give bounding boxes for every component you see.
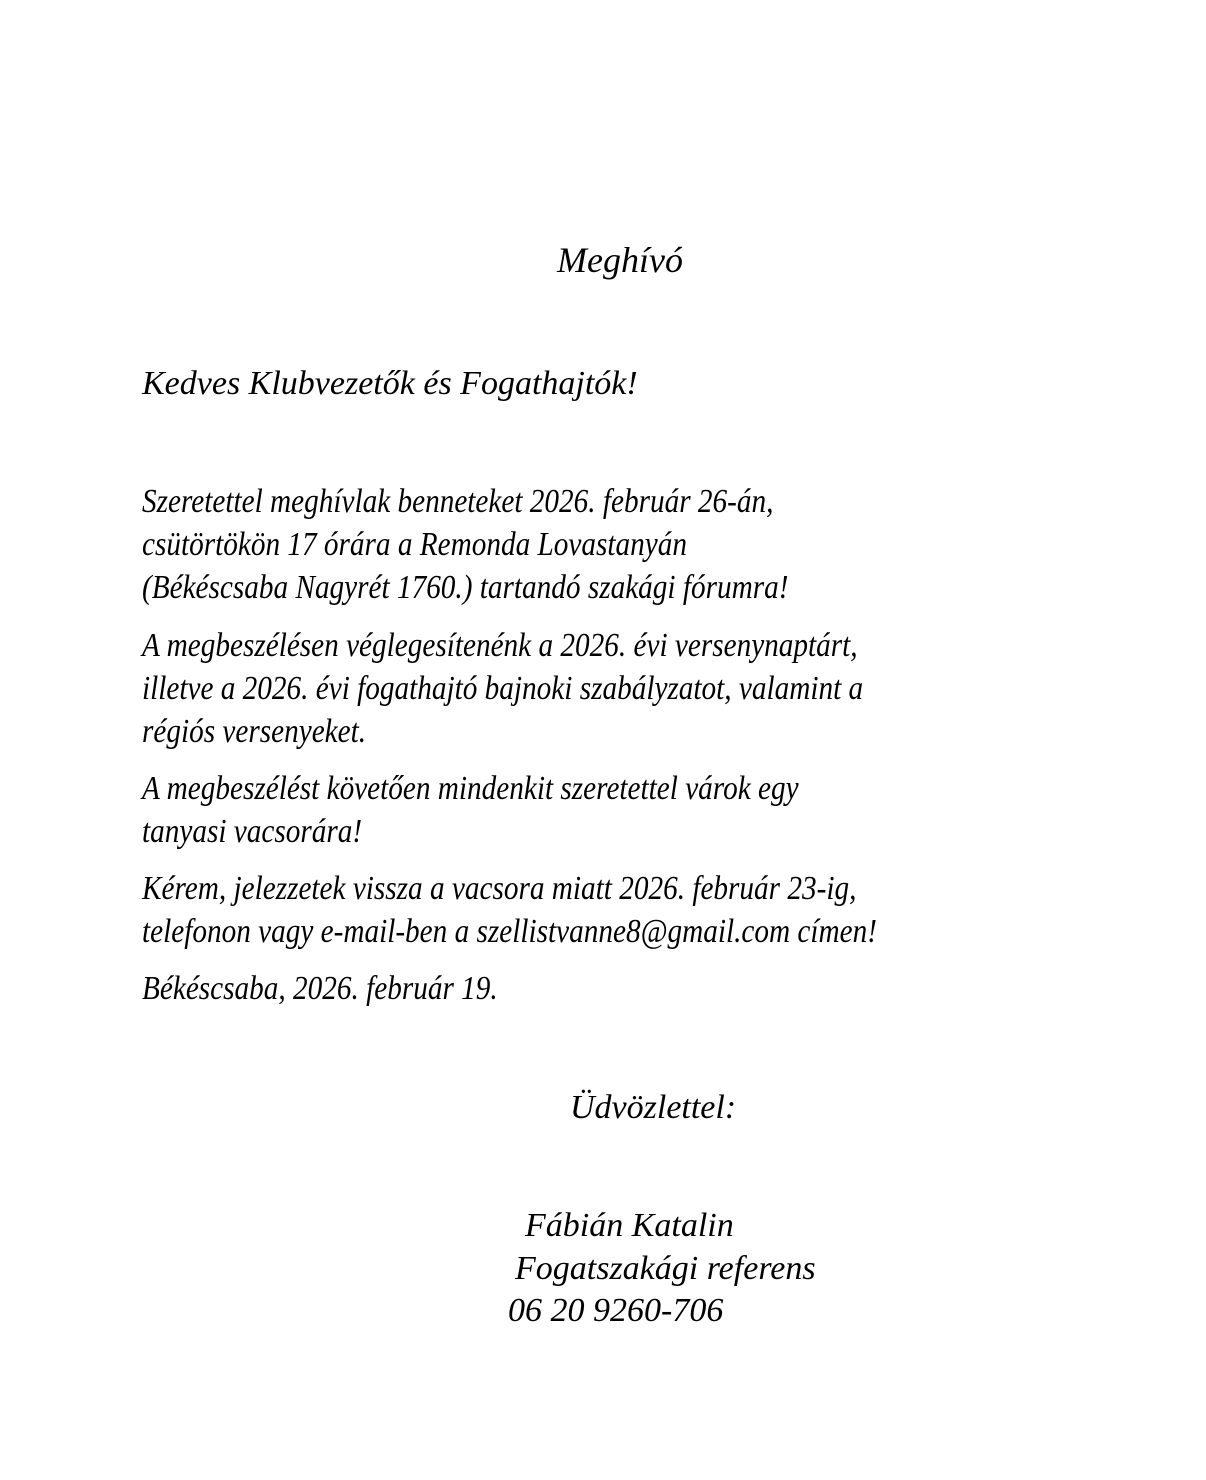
signature-name: Fábián Katalin (525, 1207, 734, 1244)
paragraph-rsvp (142, 867, 877, 953)
paragraph-line: (Békéscsaba Nagyrét 1760.) tartandó szakági fórumra! (142, 569, 789, 606)
paragraph-line: régiós versenyeket. (142, 713, 367, 750)
closing-salutation: Üdvözlettel: (570, 1089, 737, 1126)
paragraph-line: Szeretettel meghívlak benneteket 2026. február 26-án, (142, 483, 774, 520)
paragraph-invitation (142, 480, 788, 609)
document-title: Meghívó (557, 240, 683, 280)
paragraph-line: A megbeszélésen véglegesítenénk a 2026. évi versenynaptárt, (142, 627, 858, 664)
greeting: Kedves Klubvezetők és Fogathajtók! (142, 365, 638, 402)
signature-role: Fogatszakági referens (515, 1250, 816, 1287)
paragraph-line: Békéscsaba, 2026. február 19. (142, 970, 498, 1007)
paragraph-line: csütörtökön 17 órára a Remonda Lovastanyán (142, 526, 687, 563)
signature-phone: 06 20 9260-706 (508, 1292, 724, 1329)
place-and-date (142, 967, 498, 1010)
paragraph-line: telefonon vagy e-mail-ben a szellistvanne8@gmail.com címen! (142, 913, 877, 950)
paragraph-line: illetve a 2026. évi fogathajtó bajnoki szabályzatot, valamint a (142, 670, 864, 707)
paragraph-line: tanyasi vacsorára! (142, 813, 363, 850)
paragraph-line: Kérem, jelezzetek vissza a vacsora miatt 2026. február 23-ig, (142, 870, 857, 907)
paragraph-agenda (142, 624, 863, 753)
paragraph-dinner (142, 767, 799, 853)
paragraph-line: A megbeszélést követően mindenkit szeretettel várok egy (142, 770, 799, 807)
